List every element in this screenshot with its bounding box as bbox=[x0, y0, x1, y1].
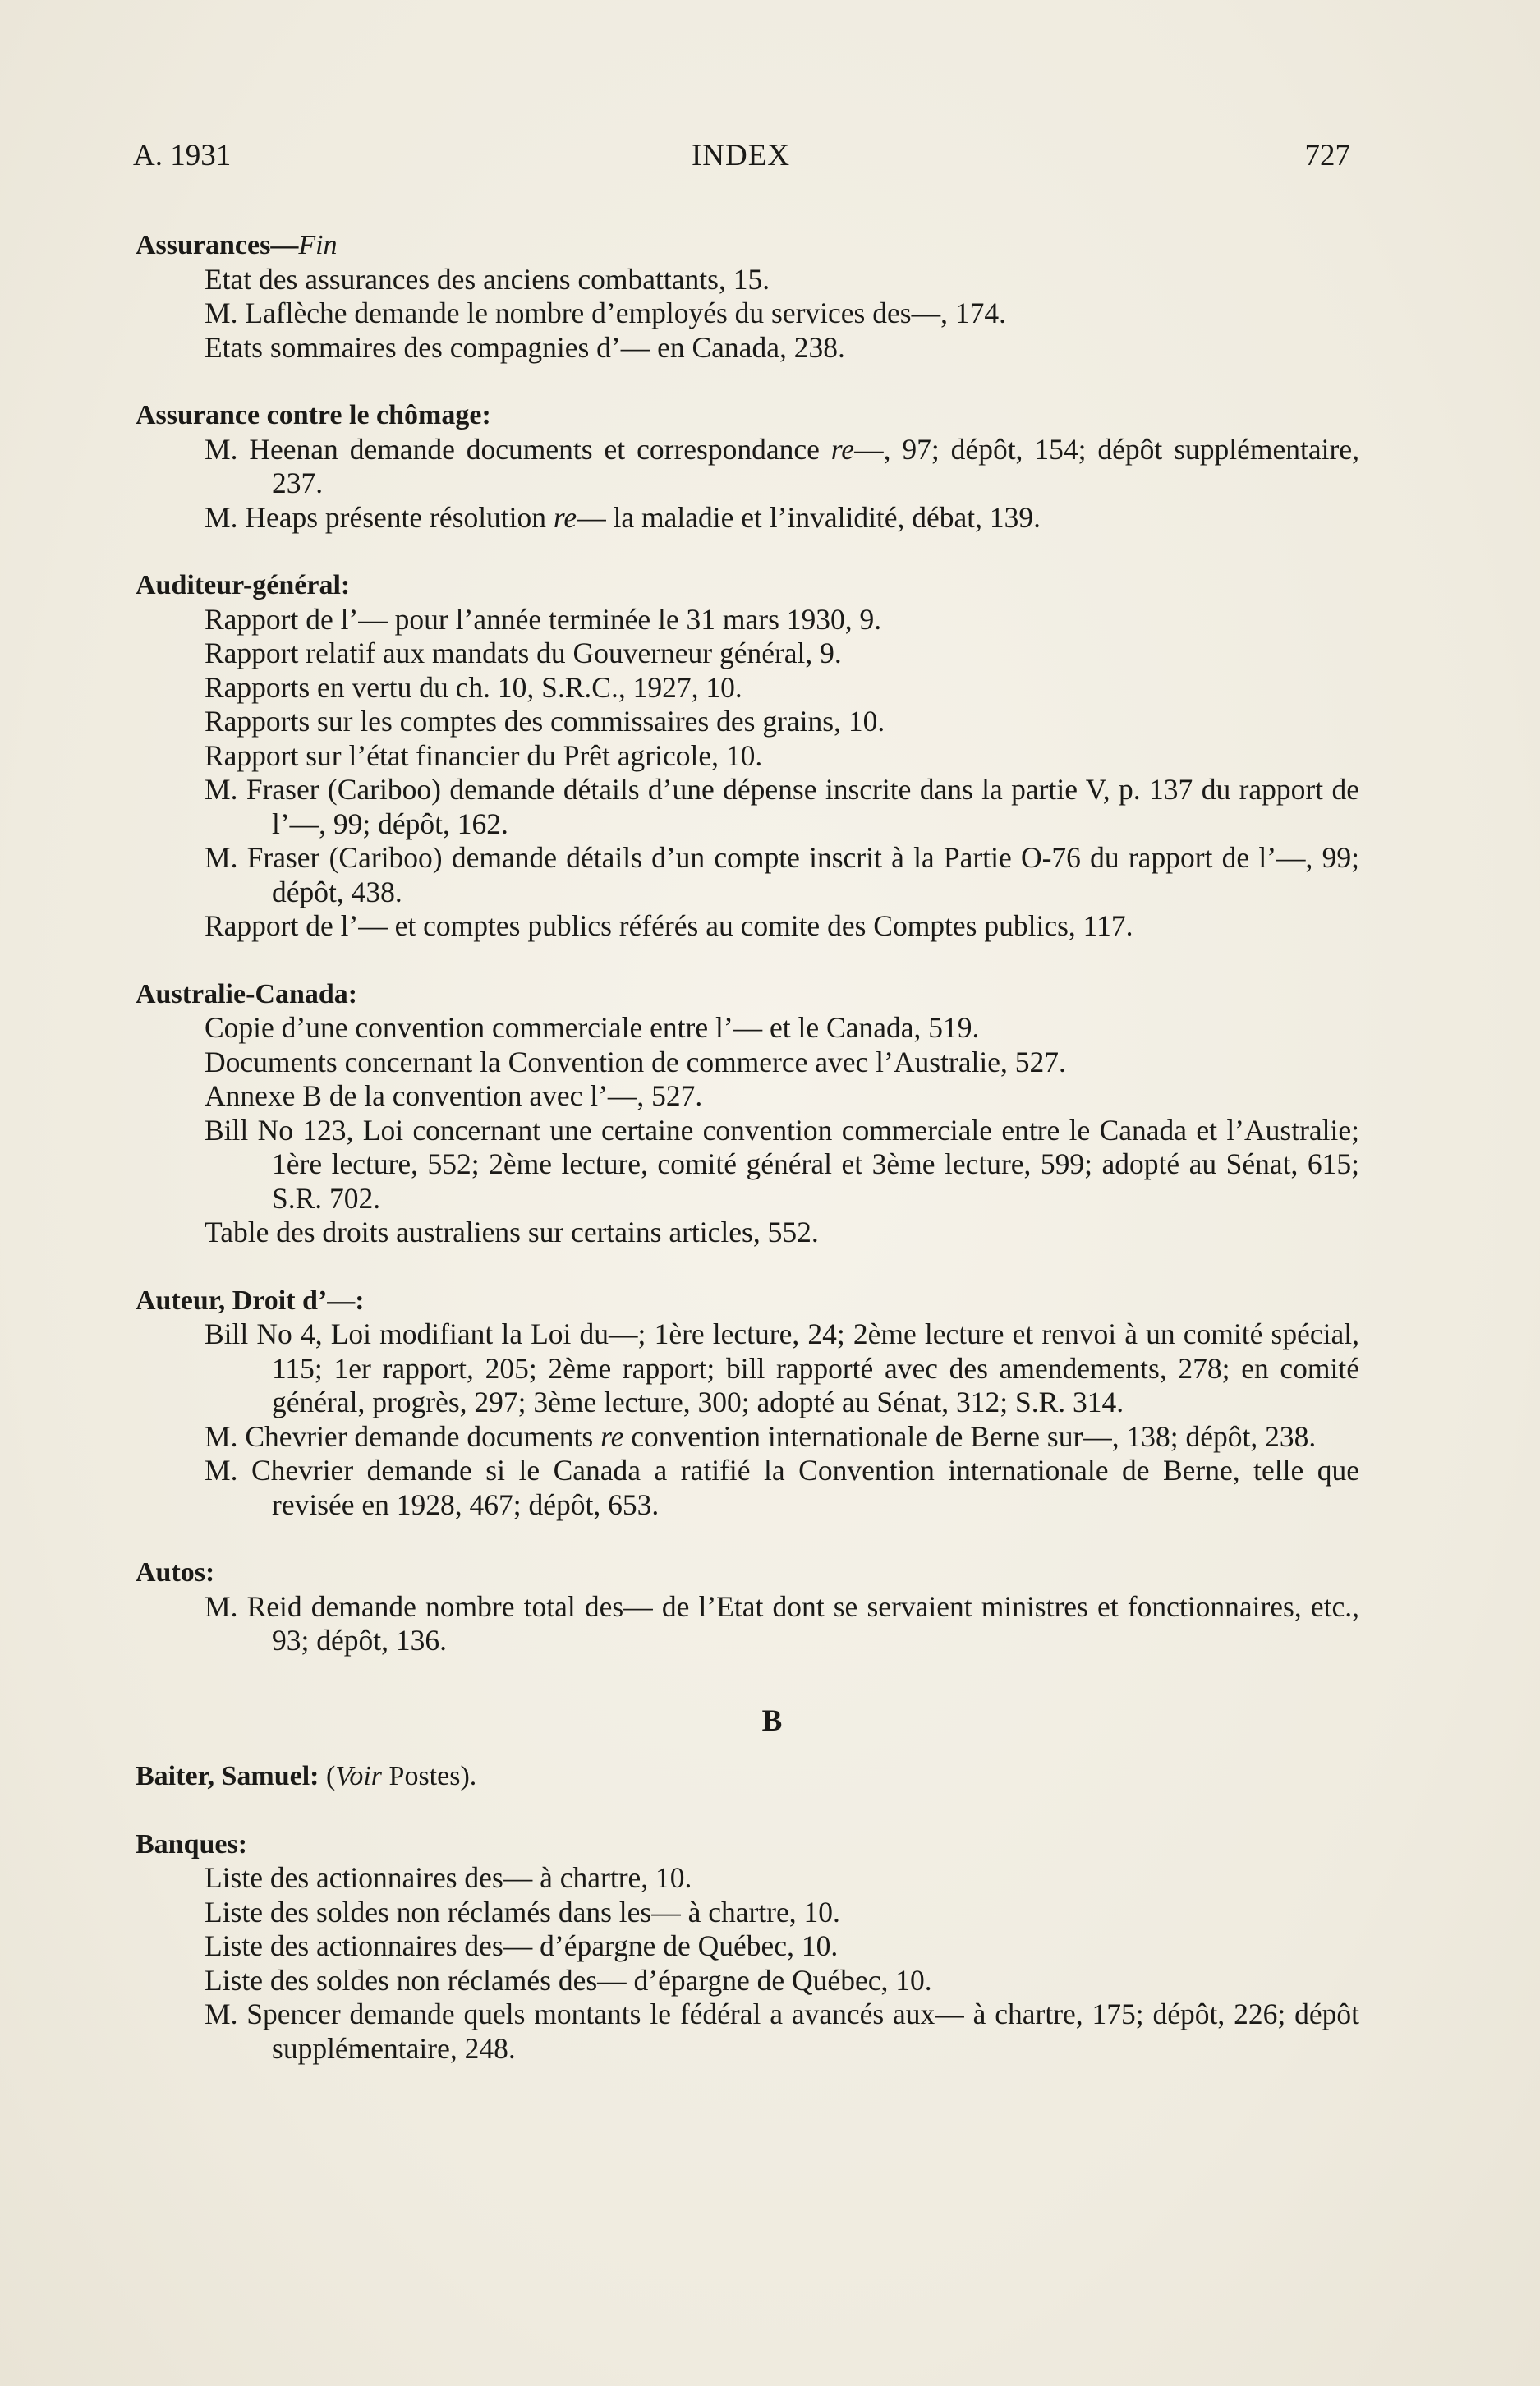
index-entry: M. Heenan demande documents et correspondance re—, 97; dépôt, 154; dépôt supplémentaire, 237. bbox=[205, 432, 1359, 499]
section-heading bbox=[136, 1284, 1359, 1318]
index-entry: Liste des actionnaires des— d’épargne de Québec, 10. bbox=[205, 1929, 839, 1962]
index-entry: Rapport sur l’état financier du Prêt agricole, 10. bbox=[205, 738, 763, 772]
index-entry: M. Chevrier demande si le Canada a ratifié la Convention internationale de Berne, telle que revisée en 1928, 467; dépôt, 653. bbox=[205, 1454, 1359, 1521]
section-heading bbox=[136, 568, 1359, 603]
index-entry: M. Chevrier demande documents re convention internationale de Berne sur—, 138; dépôt, 238. bbox=[205, 1419, 1317, 1453]
see-reference bbox=[326, 1761, 476, 1791]
section-heading bbox=[136, 1556, 1359, 1590]
index-entry: Rapport de l’— et comptes publics référés au comite des Comptes publics, 117. bbox=[205, 909, 1133, 942]
running-head bbox=[133, 138, 1349, 187]
index-section bbox=[136, 1556, 1359, 1658]
index-entry: Liste des actionnaires des— à chartre, 10. bbox=[205, 1861, 692, 1894]
index-entry: Rapports en vertu du ch. 10, S.R.C., 1927, 10. bbox=[205, 670, 742, 704]
index-entry: Bill No 123, Loi concernant une certaine convention commerciale entre le Canada et l’Australie; 1ère lecture, 552; 2ème lecture, comité général et 3ème lecture, 599; adopté au Sénat, 615; S.R. 702. bbox=[205, 1113, 1359, 1215]
index-entry: M. Fraser (Cariboo) demande détails d’une dépense inscrite dans la partie V, p. 137 du rapport de l’—, 99; dépôt, 162. bbox=[205, 773, 1359, 840]
index-entry: M. Laflèche demande le nombre d’employés du services des—, 174. bbox=[205, 297, 1006, 329]
index-entry: Copie d’une convention commerciale entre l’— et le Canada, 519. bbox=[205, 1011, 980, 1044]
index-entry: Liste des soldes non réclamés des— d’épargne de Québec, 10. bbox=[205, 1963, 932, 1997]
index-entry: Table des droits australiens sur certains articles, 552. bbox=[205, 1216, 819, 1248]
index-entry: Liste des soldes non réclamés dans les— à chartre, 10. bbox=[205, 1895, 840, 1929]
section-heading-text: Assurances— bbox=[136, 230, 299, 260]
index-sections-a bbox=[136, 228, 1359, 1658]
index-section bbox=[136, 1827, 1359, 2066]
index-entry: Bill No 4, Loi modifiant la Loi du—; 1ère lecture, 24; 2ème lecture et renvoi à un comité spécial, 115; 1er rapport, 205; 2ème rapport; bill rapporté avec des amendements, 278; en comité général, progrès, 297; 3ème lecture, 300; adopté au Sénat, 312; S.R. 314. bbox=[205, 1317, 1359, 1418]
index-entry: Documents concernant la Convention de commerce avec l’Australie, 527. bbox=[205, 1045, 1066, 1078]
index-entry: Rapport de l’— pour l’année terminée le 31 mars 1930, 9. bbox=[205, 602, 882, 636]
index-section bbox=[136, 1284, 1359, 1523]
index-entry: Rapport relatif aux mandats du Gouverneur général, 9. bbox=[205, 637, 842, 669]
index-section bbox=[136, 228, 1359, 365]
section-heading-text: Autos: bbox=[136, 1557, 215, 1588]
header-title: INDEX bbox=[691, 139, 791, 172]
index-entry: Annexe B de la convention avec l’—, 527. bbox=[205, 1079, 703, 1112]
section-heading-text: Australie-Canada: bbox=[136, 978, 358, 1009]
see-entry bbox=[136, 1759, 1359, 1794]
index-entry: Etats sommaires des compagnies d’— en Canada, 238. bbox=[205, 330, 845, 364]
index-section bbox=[136, 398, 1359, 535]
index-entry: M. Fraser (Cariboo) demande détails d’un compte inscrit à la Partie O-76 du rapport de l’—, 99; dépôt, 438. bbox=[205, 841, 1359, 908]
index-body bbox=[136, 228, 1359, 2099]
section-heading bbox=[136, 398, 1359, 433]
see-voir: Voir bbox=[335, 1761, 383, 1791]
index-entry: M. Heaps présente résolution re— la maladie et l’invalidité, débat, 139. bbox=[205, 500, 1041, 534]
index-section bbox=[136, 568, 1359, 944]
header-year: A. 1931 bbox=[133, 139, 232, 172]
section-heading-text: Banques: bbox=[136, 1828, 248, 1860]
index-section bbox=[136, 977, 1359, 1250]
section-heading bbox=[136, 1827, 1359, 1862]
section-heading-text: Auditeur-général: bbox=[136, 570, 351, 600]
section-heading-text: Auteur, Droit d’—: bbox=[136, 1285, 365, 1316]
see-open-paren: ( bbox=[326, 1761, 336, 1791]
index-entry: Rapports sur les comptes des commissaires des grains, 10. bbox=[205, 705, 885, 738]
section-heading bbox=[136, 977, 1359, 1012]
index-entry: M. Reid demande nombre total des— de l’Etat dont se servaient ministres et fonctionnaires, etc., 93; dépôt, 136. bbox=[205, 1589, 1359, 1657]
section-heading bbox=[136, 1759, 1359, 1794]
section-heading-text: Assurance contre le chômage: bbox=[136, 400, 491, 430]
see-entry-heading: Baiter, Samuel: bbox=[136, 1761, 319, 1791]
index-entry: Etat des assurances des anciens combattants, 15. bbox=[205, 262, 770, 296]
section-heading-suffix: Fin bbox=[298, 230, 338, 260]
index-sections-b bbox=[136, 1827, 1359, 2066]
letter-heading: B bbox=[761, 1703, 783, 1738]
see-target: Postes). bbox=[388, 1761, 477, 1791]
index-entry: M. Spencer demande quels montants le fédéral a avancés aux— à chartre, 175; dépôt, 226; dépôt supplémentaire, 248. bbox=[205, 1998, 1359, 2065]
section-heading bbox=[136, 228, 1359, 263]
page-number: 727 bbox=[1304, 139, 1350, 172]
